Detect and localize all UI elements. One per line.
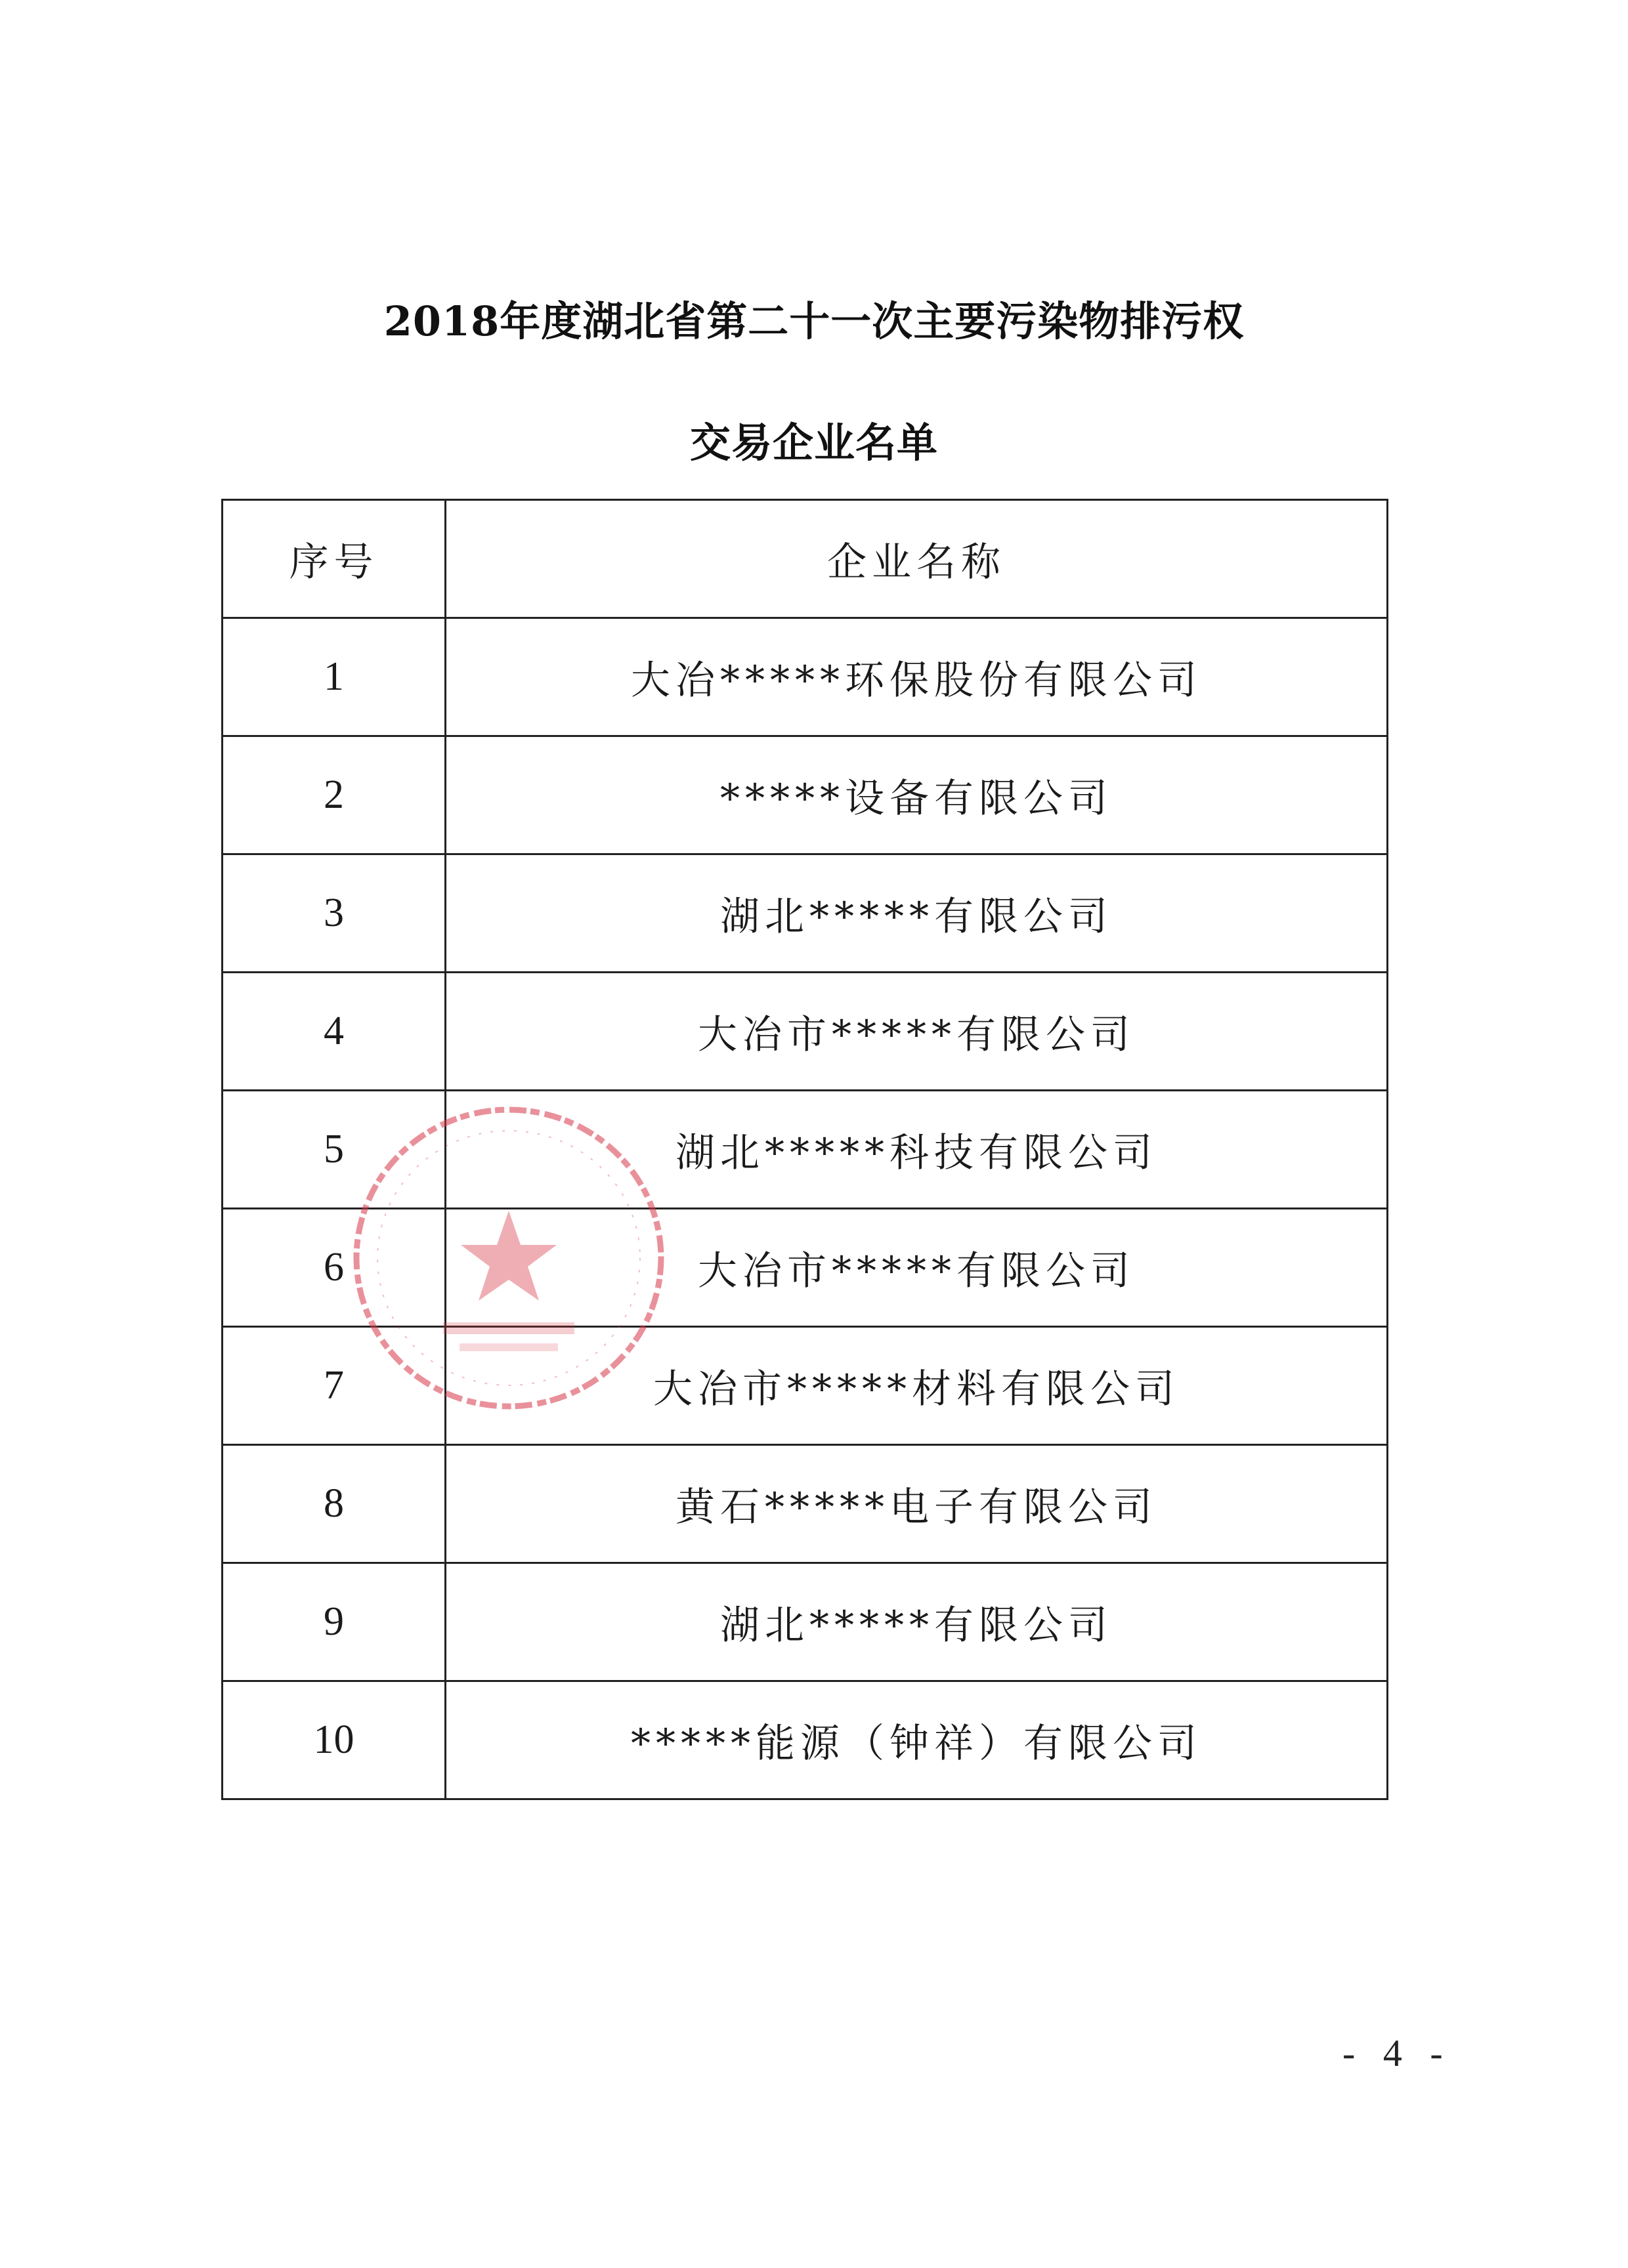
row-index: 6 xyxy=(223,1209,446,1327)
table-header-row xyxy=(223,500,1388,618)
page-number: - 4 - xyxy=(1342,2032,1452,2074)
table-row xyxy=(223,1563,1388,1681)
row-company-name: 大冶市*****有限公司 xyxy=(446,973,1388,1091)
row-index: 4 xyxy=(223,973,446,1091)
header-company-name: 企业名称 xyxy=(446,500,1388,618)
row-index: 5 xyxy=(223,1091,446,1209)
header-index: 序号 xyxy=(223,500,446,618)
official-seal-stamp xyxy=(345,1099,673,1418)
row-company-name: 大冶市*****材料有限公司 xyxy=(446,1327,1388,1445)
row-company-name: 湖北*****科技有限公司 xyxy=(446,1091,1388,1209)
row-company-name: 大冶*****环保股份有限公司 xyxy=(446,618,1388,736)
row-index: 7 xyxy=(223,1327,446,1445)
table-row xyxy=(223,1681,1388,1799)
row-company-name: *****能源（钟祥）有限公司 xyxy=(446,1681,1388,1799)
table-row xyxy=(223,1445,1388,1563)
table-row xyxy=(223,973,1388,1091)
document-title-line1: 2018年度湖北省第二十一次主要污染物排污权 xyxy=(383,297,1245,345)
row-company-name: 湖北*****有限公司 xyxy=(446,854,1388,973)
table-row xyxy=(223,854,1388,973)
row-company-name: 大冶市*****有限公司 xyxy=(446,1209,1388,1327)
row-index: 2 xyxy=(223,736,446,854)
row-company-name: 湖北*****有限公司 xyxy=(446,1563,1388,1681)
table-row xyxy=(223,618,1388,736)
row-index: 8 xyxy=(223,1445,446,1563)
document-title-line2: 交易企业名单 xyxy=(689,419,938,467)
table-row xyxy=(223,736,1388,854)
row-index: 3 xyxy=(223,854,446,973)
row-company-name: 黄石*****电子有限公司 xyxy=(446,1445,1388,1563)
row-index: 10 xyxy=(223,1681,446,1799)
row-index: 9 xyxy=(223,1563,446,1681)
row-index: 1 xyxy=(223,618,446,736)
row-company-name: *****设备有限公司 xyxy=(446,736,1388,854)
